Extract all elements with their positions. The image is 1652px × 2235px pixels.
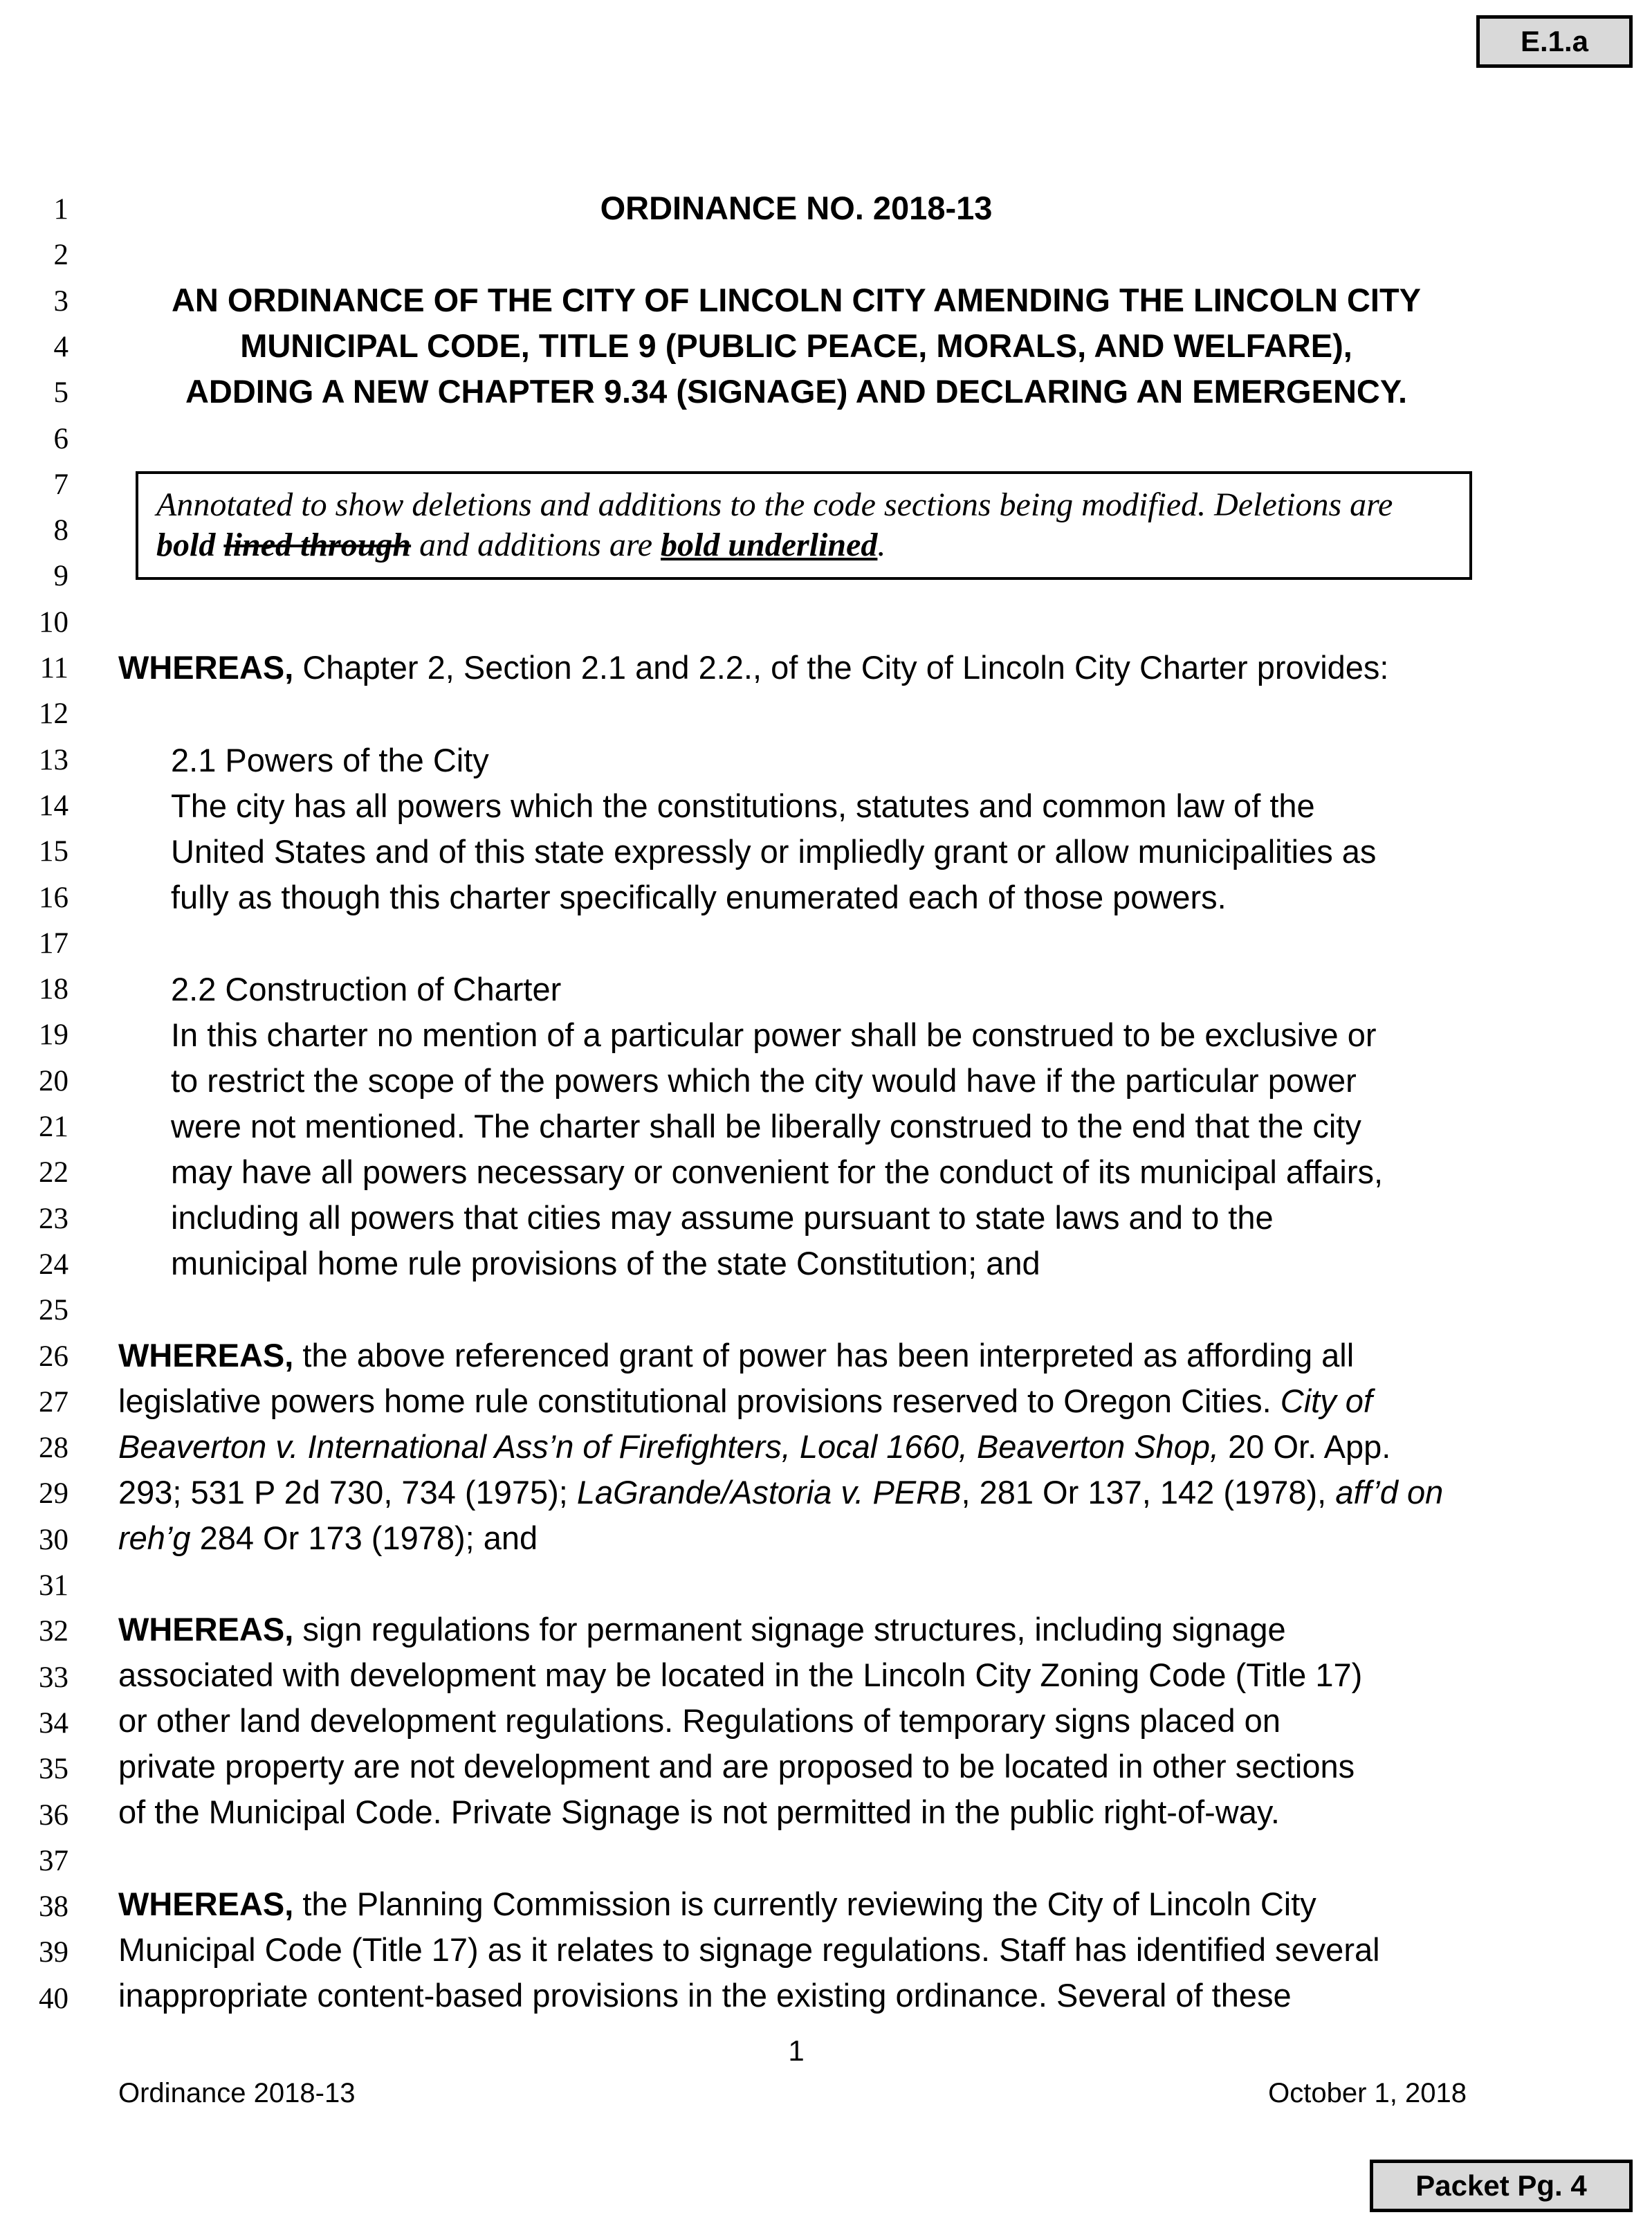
line-number: 20: [39, 1064, 68, 1097]
line-number: 11: [39, 652, 68, 684]
line-number: 28: [39, 1432, 68, 1465]
whereas-paragraph-3-line: private property are not development and are proposed to be located in other sections: [118, 1748, 1355, 1785]
line-number: 29: [39, 1477, 68, 1511]
whereas-paragraph-4-line: inappropriate content-based provisions in the existing ordinance. Several of these: [118, 1977, 1292, 2014]
whereas-label: WHEREAS,: [118, 1337, 294, 1374]
line-number: 1: [53, 193, 68, 226]
para2-text: 284 Or 173 (1978); and: [190, 1520, 538, 1556]
para2-text: 20 Or. App.: [1219, 1428, 1391, 1465]
section-2-1-line: United States and of this state expressly or impliedly grant or allow municipalities as: [171, 833, 1377, 870]
page-tag-bottom: Packet Pg. 4: [1370, 2160, 1633, 2212]
whereas-paragraph-2-line-4: [118, 1470, 1443, 1515]
section-2-2-line: including all powers that cities may assume pursuant to state laws and to the: [171, 1199, 1274, 1236]
line-number: 15: [39, 835, 68, 868]
case-citation: Beaverton v. International Ass’n of Firefighters, Local 1660, Beaverton Shop,: [118, 1428, 1220, 1465]
line-number: 7: [53, 468, 68, 501]
notice-middle: and additions are: [411, 527, 661, 563]
line-number: 3: [53, 284, 68, 318]
line-number: 2: [53, 239, 68, 272]
whereas-paragraph-2-line-2: [118, 1378, 1373, 1424]
line-number: 5: [53, 376, 68, 410]
para2-text: the above referenced grant of power has been interpreted as affording all: [293, 1337, 1355, 1374]
line-number: 25: [39, 1294, 68, 1327]
para2-text: 293; 531 P 2d 730, 734 (1975);: [118, 1474, 577, 1511]
line-number: 10: [39, 605, 68, 639]
section-2-2-heading: 2.2 Construction of Charter: [171, 971, 562, 1007]
whereas-paragraph-4-line: Municipal Code (Title 17) as it relates to signage regulations. Staff has identified several: [118, 1931, 1380, 1968]
line-number: 8: [53, 514, 68, 547]
line-number: 18: [39, 973, 68, 1006]
whereas-paragraph-1: [118, 645, 1388, 691]
line-number: 36: [39, 1798, 68, 1832]
notice-underline-text: bold underlined: [661, 527, 878, 563]
line-number: 6: [53, 422, 68, 455]
ordinance-subtitle-line-2: MUNICIPAL CODE, TITLE 9 (PUBLIC PEACE, MORALS, AND WELFARE),: [240, 327, 1352, 364]
line-number: 9: [53, 560, 68, 593]
whereas-paragraph-2-line-1: [118, 1333, 1354, 1378]
line-number: 34: [39, 1706, 68, 1740]
line-number: 38: [39, 1890, 68, 1924]
whereas-label: WHEREAS,: [118, 1611, 294, 1648]
section-2-2-line: were not mentioned. The charter shall be liberally construed to the end that the city: [171, 1108, 1361, 1144]
notice-line-1: Annotated to show deletions and additions to the code sections being modified. Deletions are: [156, 486, 1393, 523]
case-citation: City of: [1280, 1383, 1373, 1419]
line-number: 13: [39, 743, 68, 776]
section-2-2-line: to restrict the scope of the powers which the city would have if the particular power: [171, 1062, 1357, 1099]
line-number: 26: [39, 1340, 68, 1373]
line-number: 4: [53, 330, 68, 363]
line-number: 33: [39, 1661, 68, 1694]
para2-text: legislative powers home rule constitutional provisions reserved to Oregon Cities.: [118, 1383, 1281, 1419]
ordinance-title: ORDINANCE NO. 2018-13: [600, 190, 993, 226]
para2-text: , 281 Or 137, 142 (1978),: [961, 1474, 1336, 1511]
footer-left: Ordinance 2018-13: [118, 2078, 356, 2108]
case-citation: reh’g: [118, 1520, 191, 1556]
line-number: 37: [39, 1844, 68, 1877]
line-number: 39: [39, 1936, 68, 1969]
para1-text: Chapter 2, Section 2.1 and 2.2., of the City of Lincoln City Charter provides:: [293, 649, 1389, 686]
line-number: 35: [39, 1753, 68, 1786]
line-number: 27: [39, 1385, 68, 1418]
para4-text: the Planning Commission is currently reviewing the City of Lincoln City: [293, 1886, 1316, 1922]
line-number: 24: [39, 1248, 68, 1281]
line-number: 14: [39, 789, 68, 822]
whereas-paragraph-3-line: associated with development may be located in the Lincoln City Zoning Code (Title 17): [118, 1657, 1363, 1693]
whereas-paragraph-3-line: or other land development regulations. Regulations of temporary signs placed on: [118, 1702, 1281, 1739]
line-number: 19: [39, 1019, 68, 1052]
line-number: 23: [39, 1202, 68, 1235]
section-2-2-line: municipal home rule provisions of the state Constitution; and: [171, 1245, 1040, 1281]
whereas-paragraph-4-line-1: [118, 1881, 1316, 1927]
section-2-1-heading: 2.1 Powers of the City: [171, 742, 489, 778]
notice-end: .: [877, 527, 886, 563]
case-citation: LaGrande/Astoria v. PERB: [576, 1474, 962, 1511]
whereas-paragraph-2-line-5: [118, 1515, 538, 1561]
line-number: 16: [39, 881, 68, 914]
whereas-label: WHEREAS,: [118, 1886, 294, 1922]
page-tag-top: E.1.a: [1476, 15, 1633, 68]
ordinance-subtitle-line-3: ADDING A NEW CHAPTER 9.34 (SIGNAGE) AND DECLARING AN EMERGENCY.: [185, 373, 1408, 410]
line-number: 21: [39, 1111, 68, 1143]
case-citation: aff’d on: [1335, 1474, 1444, 1511]
section-2-1-line: fully as though this charter specifically enumerated each of those powers.: [171, 879, 1227, 915]
ordinance-subtitle-line-1: AN ORDINANCE OF THE CITY OF LINCOLN CITY AMENDING THE LINCOLN CITY: [171, 282, 1421, 318]
para3-text: sign regulations for permanent signage structures, including signage: [293, 1611, 1286, 1648]
whereas-paragraph-3-line-1: [118, 1607, 1286, 1652]
footer-right: October 1, 2018: [1268, 2078, 1467, 2108]
line-number: 17: [39, 927, 68, 960]
whereas-paragraph-2-line-3: [118, 1424, 1391, 1470]
section-2-2-line: In this charter no mention of a particular power shall be construed to be exclusive or: [171, 1016, 1377, 1053]
page-number: 1: [788, 2034, 805, 2067]
whereas-paragraph-3-line: of the Municipal Code. Private Signage is not permitted in the public right-of-way.: [118, 1794, 1280, 1830]
line-number: 31: [39, 1569, 68, 1602]
whereas-label: WHEREAS,: [118, 649, 294, 686]
line-number: 22: [39, 1156, 68, 1189]
line-number: 12: [39, 697, 68, 731]
line-number: 32: [39, 1615, 68, 1648]
section-2-1-line: The city has all powers which the constitutions, statutes and common law of the: [171, 787, 1315, 824]
notice-bold-word: bold: [156, 527, 216, 563]
notice-line-2: [156, 524, 885, 566]
notice-strike-text: lined through: [223, 527, 412, 563]
line-number: 30: [39, 1523, 68, 1556]
line-number: 40: [39, 1982, 68, 2015]
section-2-2-line: may have all powers necessary or convenient for the conduct of its municipal affairs,: [171, 1153, 1384, 1190]
